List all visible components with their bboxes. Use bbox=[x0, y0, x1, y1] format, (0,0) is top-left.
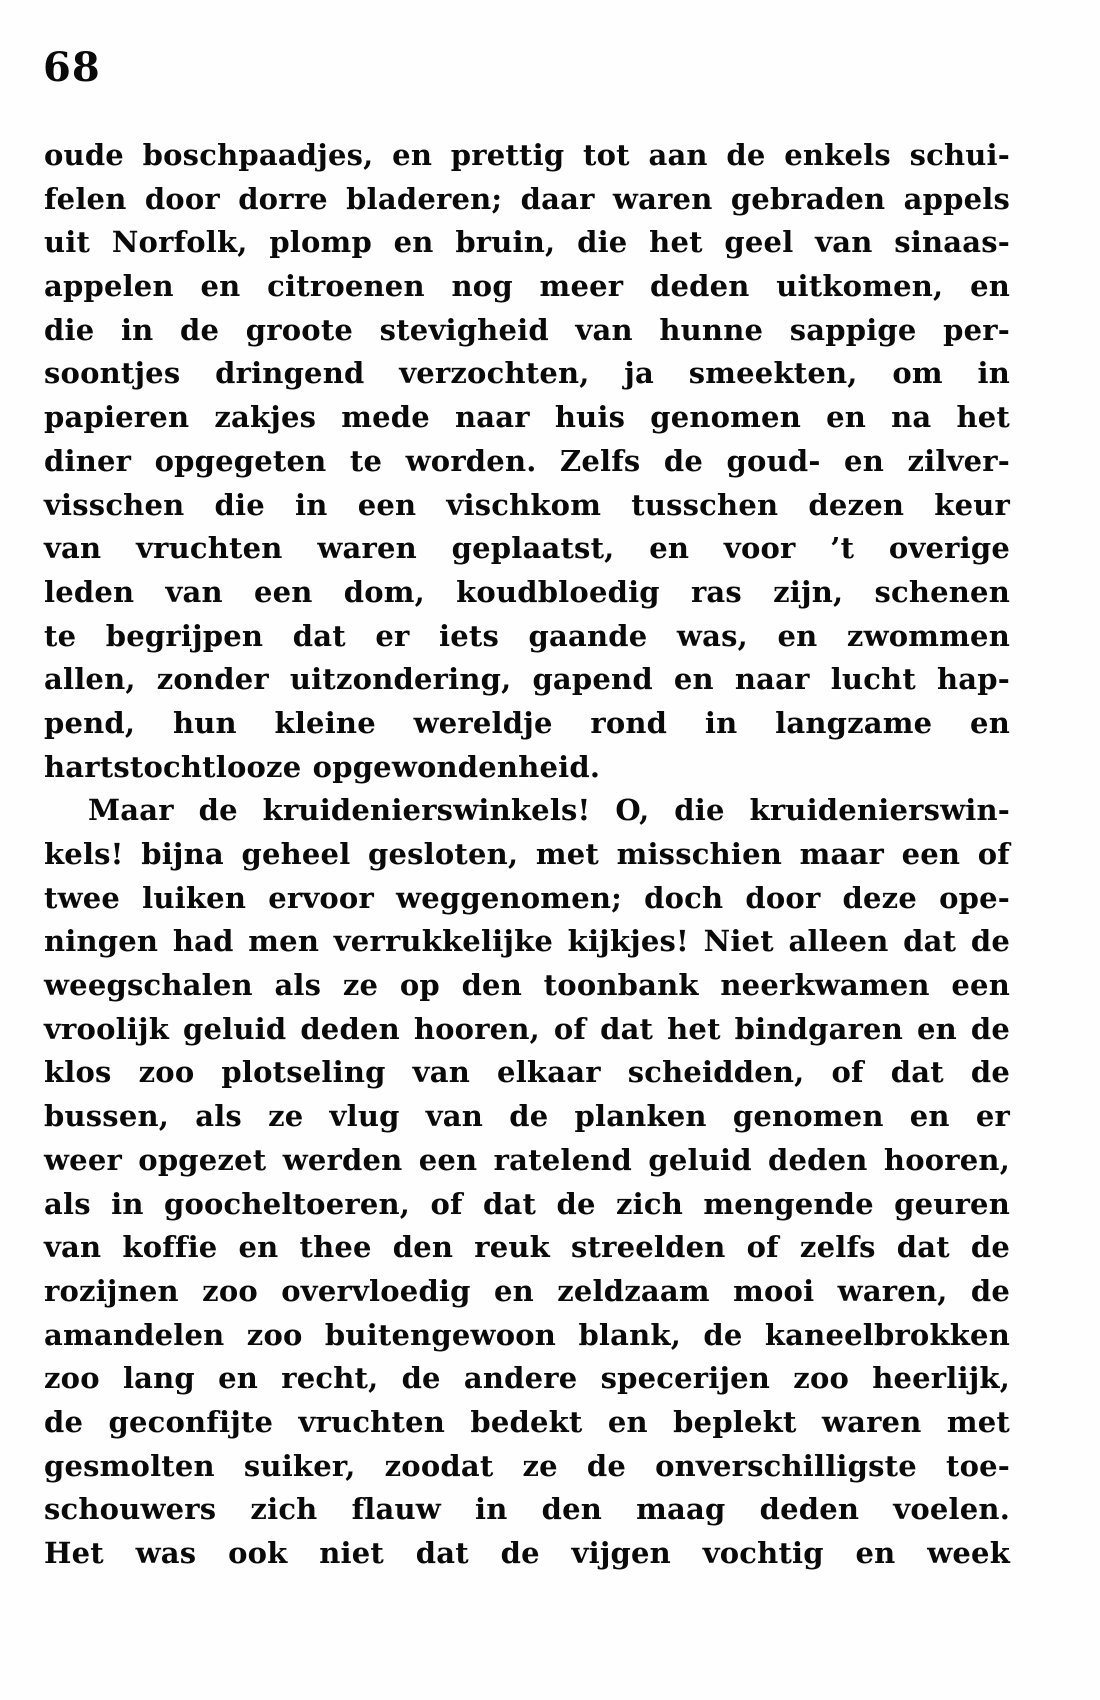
text-line: die in de groote stevigheid van hunne sappige per- bbox=[44, 312, 1010, 347]
text-line: rozijnen zoo overvloedig en zeldzaam mooi waren, de bbox=[44, 1273, 1010, 1308]
paragraph bbox=[44, 789, 1010, 1575]
text-line: van vruchten waren geplaatst, en voor ’t overige bbox=[44, 531, 1010, 566]
text-line: te begrijpen dat er iets gaande was, en zwommen bbox=[44, 618, 1010, 653]
text-line: zoo lang en recht, de andere specerijen zoo heerlijk, bbox=[44, 1361, 1010, 1396]
text-line: pend, hun kleine wereldje rond in langzame en bbox=[44, 705, 1010, 740]
text-line: Maar de kruidenierswinkels! O, die kruidenierswin- bbox=[88, 793, 1010, 828]
text-column bbox=[44, 134, 1010, 1576]
text-line: ningen had men verrukkelijke kijkjes! Niet alleen dat de bbox=[44, 924, 1010, 959]
text-line: schouwers zich flauw in den maag deden voelen. bbox=[44, 1492, 1010, 1527]
text-line: weegschalen als ze op den toonbank neerkwamen een bbox=[44, 968, 1010, 1003]
text-line: oude boschpaadjes, en prettig tot aan de enkels schui- bbox=[44, 138, 1010, 172]
text-line: leden van een dom, koudbloedig ras zijn, schenen bbox=[44, 574, 1010, 609]
text-line: kels! bijna geheel gesloten, met misschien maar een of bbox=[44, 837, 1010, 871]
text-line: appelen en citroenen nog meer deden uitkomen, en bbox=[44, 269, 1010, 304]
text-line: hartstochtlooze opgewondenheid. bbox=[44, 749, 601, 784]
text-line: papieren zakjes mede naar huis genomen en na het bbox=[44, 400, 1010, 435]
text-line: de geconfijte vruchten bedekt en beplekt waren met bbox=[44, 1404, 1010, 1439]
text-line: Het was ook niet dat de vijgen vochtig en week bbox=[44, 1536, 1010, 1570]
text-line: allen, zonder uitzondering, gapend en naar lucht hap- bbox=[44, 662, 1010, 697]
paragraph bbox=[44, 134, 1010, 789]
text-line: soontjes dringend verzochten, ja smeekten, om in bbox=[44, 356, 1010, 391]
text-line: weer opgezet werden een ratelend geluid deden hooren, bbox=[44, 1142, 1010, 1177]
text-line: amandelen zoo buitengewoon blank, de kaneelbrokken bbox=[44, 1317, 1010, 1352]
text-line: klos zoo plotseling van elkaar scheidden, of dat de bbox=[44, 1055, 1010, 1090]
text-line: als in goocheltoeren, of dat de zich mengende geuren bbox=[44, 1186, 1010, 1221]
text-line: diner opgegeten te worden. Zelfs de goud- en zilver- bbox=[44, 443, 1010, 478]
text-line: van koffie en thee den reuk streelden of zelfs dat de bbox=[44, 1230, 1010, 1265]
text-line: visschen die in een vischkom tusschen dezen keur bbox=[44, 487, 1010, 522]
page-number: 68 bbox=[43, 44, 101, 91]
text-line: felen door dorre bladeren; daar waren gebraden appels bbox=[44, 181, 1010, 216]
text-line: vroolijk geluid deden hooren, of dat het bindgaren en de bbox=[44, 1011, 1010, 1046]
text-line: gesmolten suiker, zoodat ze de onverschilligste toe- bbox=[44, 1448, 1010, 1483]
text-line: bussen, als ze vlug van de planken genomen en er bbox=[44, 1099, 1010, 1134]
text-line: uit Norfolk, plomp en bruin, die het geel van sinaas- bbox=[44, 225, 1010, 260]
text-line: twee luiken ervoor weggenomen; doch door deze ope- bbox=[44, 880, 1010, 915]
